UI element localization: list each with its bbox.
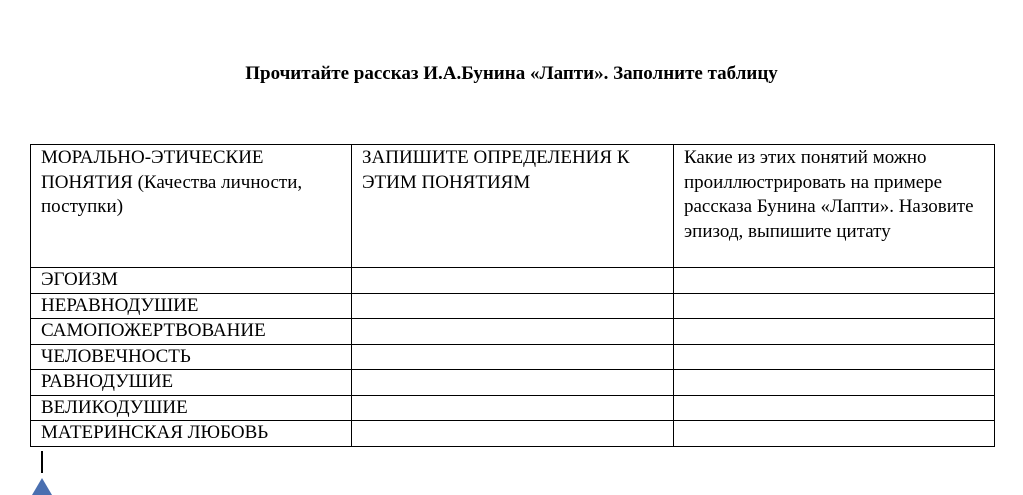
table-row bbox=[31, 370, 995, 396]
concept-cell: ЧЕЛОВЕЧНОСТЬ bbox=[31, 344, 352, 370]
table-row bbox=[31, 293, 995, 319]
definition-cell[interactable] bbox=[352, 395, 674, 421]
concept-cell: ВЕЛИКОДУШИЕ bbox=[31, 395, 352, 421]
header-cell-definitions: ЗАПИШИТЕ ОПРЕДЕЛЕНИЯ К ЭТИМ ПОНЯТИЯМ bbox=[352, 145, 674, 268]
concept-cell: РАВНОДУШИЕ bbox=[31, 370, 352, 396]
text-cursor bbox=[41, 451, 43, 473]
table-row bbox=[31, 344, 995, 370]
table-row bbox=[31, 319, 995, 345]
episode-cell[interactable] bbox=[674, 370, 995, 396]
definition-cell[interactable] bbox=[352, 319, 674, 345]
header-cell-concepts: МОРАЛЬНО-ЭТИЧЕСКИЕ ПОНЯТИЯ (Качества личности, поступки) bbox=[31, 145, 352, 268]
definition-cell[interactable] bbox=[352, 268, 674, 294]
page-title: Прочитайте рассказ И.А.Бунина «Лапти». Заполните таблицу bbox=[245, 63, 778, 84]
episode-cell[interactable] bbox=[674, 293, 995, 319]
table-row bbox=[31, 421, 995, 447]
concept-cell: ЭГОИЗМ bbox=[31, 268, 352, 294]
definition-cell[interactable] bbox=[352, 370, 674, 396]
definition-cell[interactable] bbox=[352, 293, 674, 319]
definition-cell[interactable] bbox=[352, 421, 674, 447]
episode-cell[interactable] bbox=[674, 421, 995, 447]
episode-cell[interactable] bbox=[674, 268, 995, 294]
table-row bbox=[31, 395, 995, 421]
concept-cell: САМОПОЖЕРТВОВАНИЕ bbox=[31, 319, 352, 345]
header-cell-episodes: Какие из этих понятий можно проиллюстрировать на примере рассказа Бунина «Лапти». Назовите эпизод, выпишите цитату bbox=[674, 145, 995, 268]
episode-cell[interactable] bbox=[674, 395, 995, 421]
definition-cell[interactable] bbox=[352, 344, 674, 370]
concept-cell: НЕРАВНОДУШИЕ bbox=[31, 293, 352, 319]
episode-cell[interactable] bbox=[674, 344, 995, 370]
concept-cell: МАТЕРИНСКАЯ ЛЮБОВЬ bbox=[31, 421, 352, 447]
worksheet-table bbox=[30, 144, 995, 447]
table-row bbox=[31, 268, 995, 294]
table-header-row bbox=[31, 145, 995, 268]
triangle-marker-icon[interactable] bbox=[32, 478, 52, 495]
episode-cell[interactable] bbox=[674, 319, 995, 345]
